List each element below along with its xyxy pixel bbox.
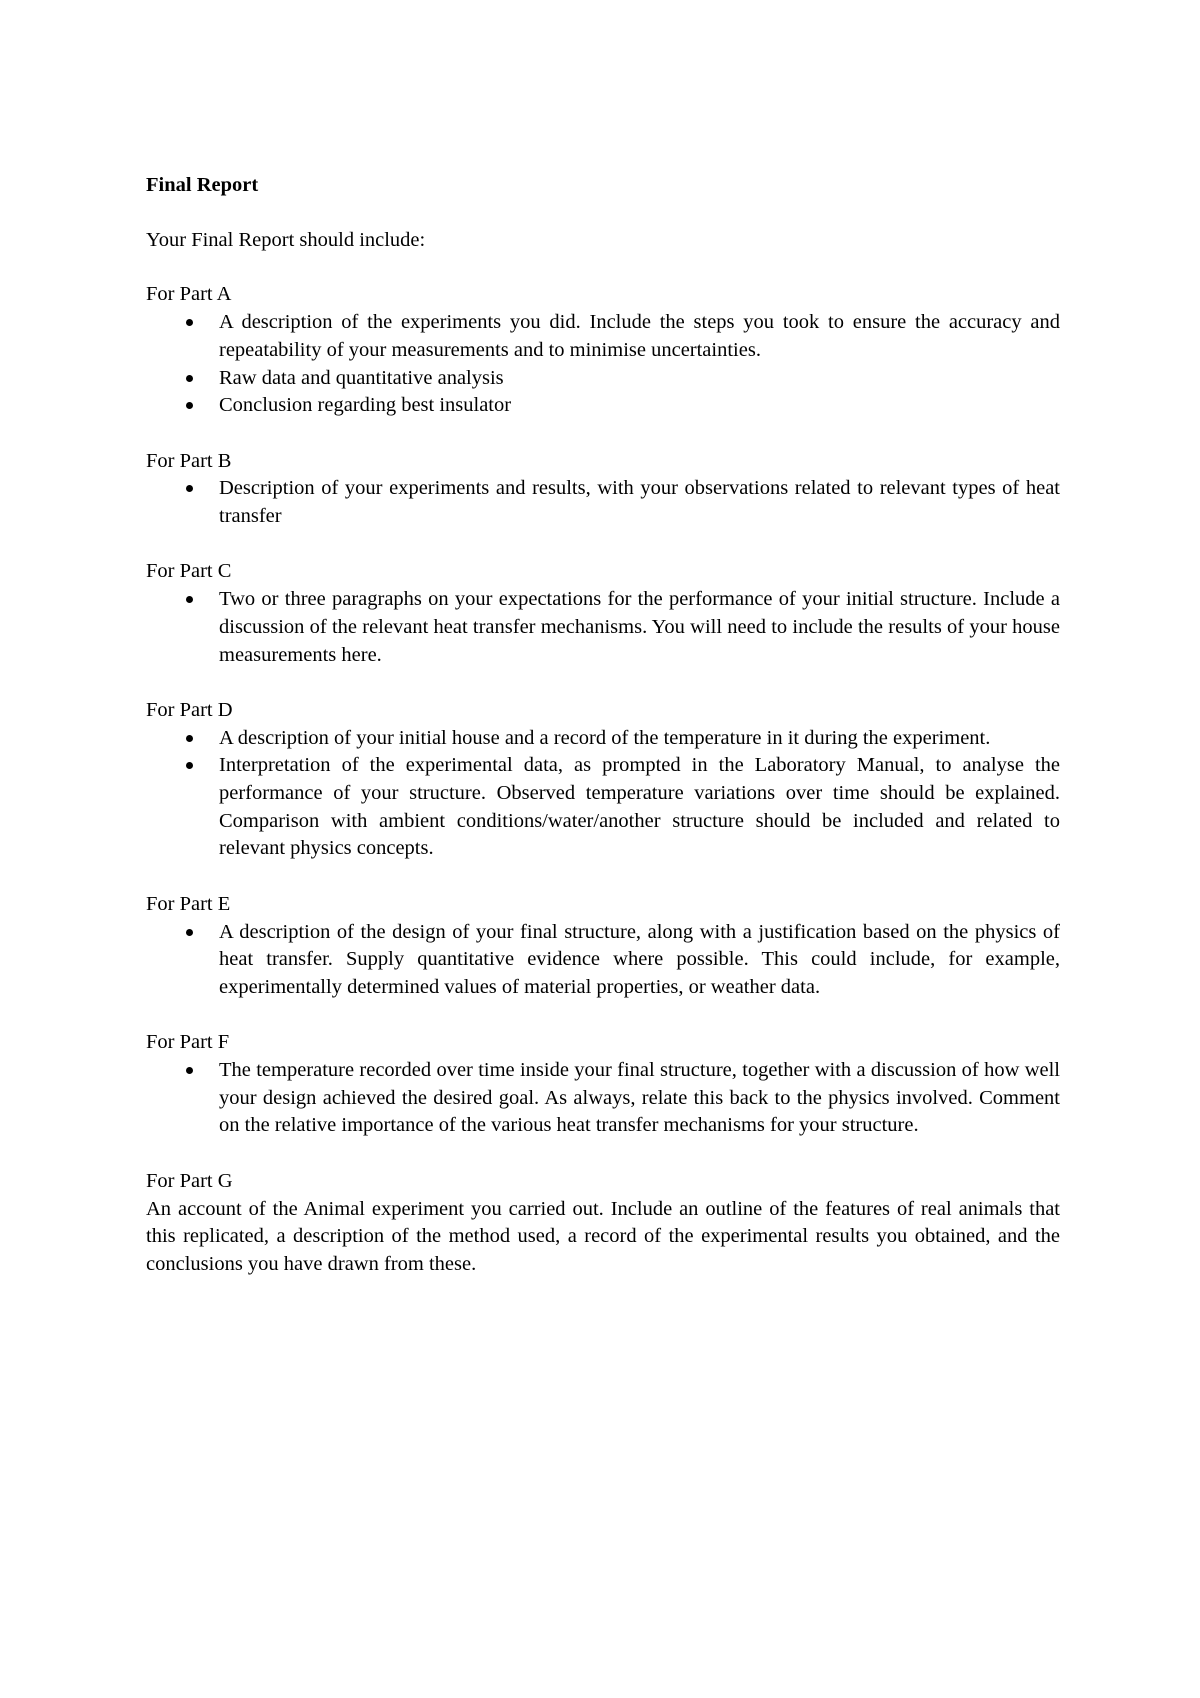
section-heading: For Part E bbox=[146, 892, 231, 915]
section-heading: For Part G bbox=[146, 1169, 233, 1192]
section-heading: For Part A bbox=[146, 283, 232, 306]
bullet-list bbox=[146, 725, 1060, 864]
list-item: The temperature recorded over time inside your final structure, together with a discussion of how well your design achieved the desired goal. As always, relate this back to the physics involved. Comment on the relative importance of the various heat transfer mechanisms for your structure. bbox=[219, 1057, 1060, 1140]
bullet-list bbox=[146, 1057, 1060, 1140]
section-heading: For Part F bbox=[146, 1031, 230, 1054]
list-item: Two or three paragraphs on your expectations for the performance of your initial structure. Include a discussion of the relevant heat transfer mechanisms. You will need to include the results of your house measurements here. bbox=[219, 586, 1060, 669]
list-item: A description of the design of your final structure, along with a justification based on the physics of heat transfer. Supply quantitative evidence where possible. This could include, for example, experimentally determined values of material properties, or weather data. bbox=[219, 919, 1060, 1002]
bullet-list bbox=[146, 586, 1060, 669]
section-part-g bbox=[146, 1168, 1060, 1279]
page-title: Final Report bbox=[146, 174, 259, 196]
section-part-b bbox=[146, 448, 1060, 531]
intro-text: Your Final Report should include: bbox=[146, 228, 426, 251]
list-item: Description of your experiments and results, with your observations related to relevant types of heat transfer bbox=[219, 475, 1060, 530]
list-item: Raw data and quantitative analysis bbox=[219, 365, 1060, 393]
list-item: A description of the experiments you did. Include the steps you took to ensure the accuracy and repeatability of your measurements and to minimise uncertainties. bbox=[219, 309, 1060, 364]
section-part-c bbox=[146, 558, 1060, 669]
section-part-d bbox=[146, 697, 1060, 863]
bullet-list bbox=[146, 919, 1060, 1002]
section-heading: For Part D bbox=[146, 698, 233, 721]
list-item: A description of your initial house and a record of the temperature in it during the experiment. bbox=[219, 725, 1060, 753]
bullet-list bbox=[146, 475, 1060, 530]
list-item: Interpretation of the experimental data, as prompted in the Laboratory Manual, to analyse the performance of your structure. Observed temperature variations over time should be explained. Comparison with ambient conditions/water/another structure should be included and related to relevant physics concepts. bbox=[219, 752, 1060, 863]
section-heading: For Part B bbox=[146, 449, 232, 472]
list-item: Conclusion regarding best insulator bbox=[219, 392, 1060, 420]
bullet-list bbox=[146, 309, 1060, 420]
section-part-e bbox=[146, 891, 1060, 1002]
section-part-a bbox=[146, 281, 1060, 420]
section-part-f bbox=[146, 1029, 1060, 1140]
paragraph: An account of the Animal experiment you carried out. Include an outline of the features of real animals that this replicated, a description of the method used, a record of the experimental results you obtained, and the conclusions you have drawn from these. bbox=[146, 1197, 1060, 1275]
section-heading: For Part C bbox=[146, 560, 232, 583]
